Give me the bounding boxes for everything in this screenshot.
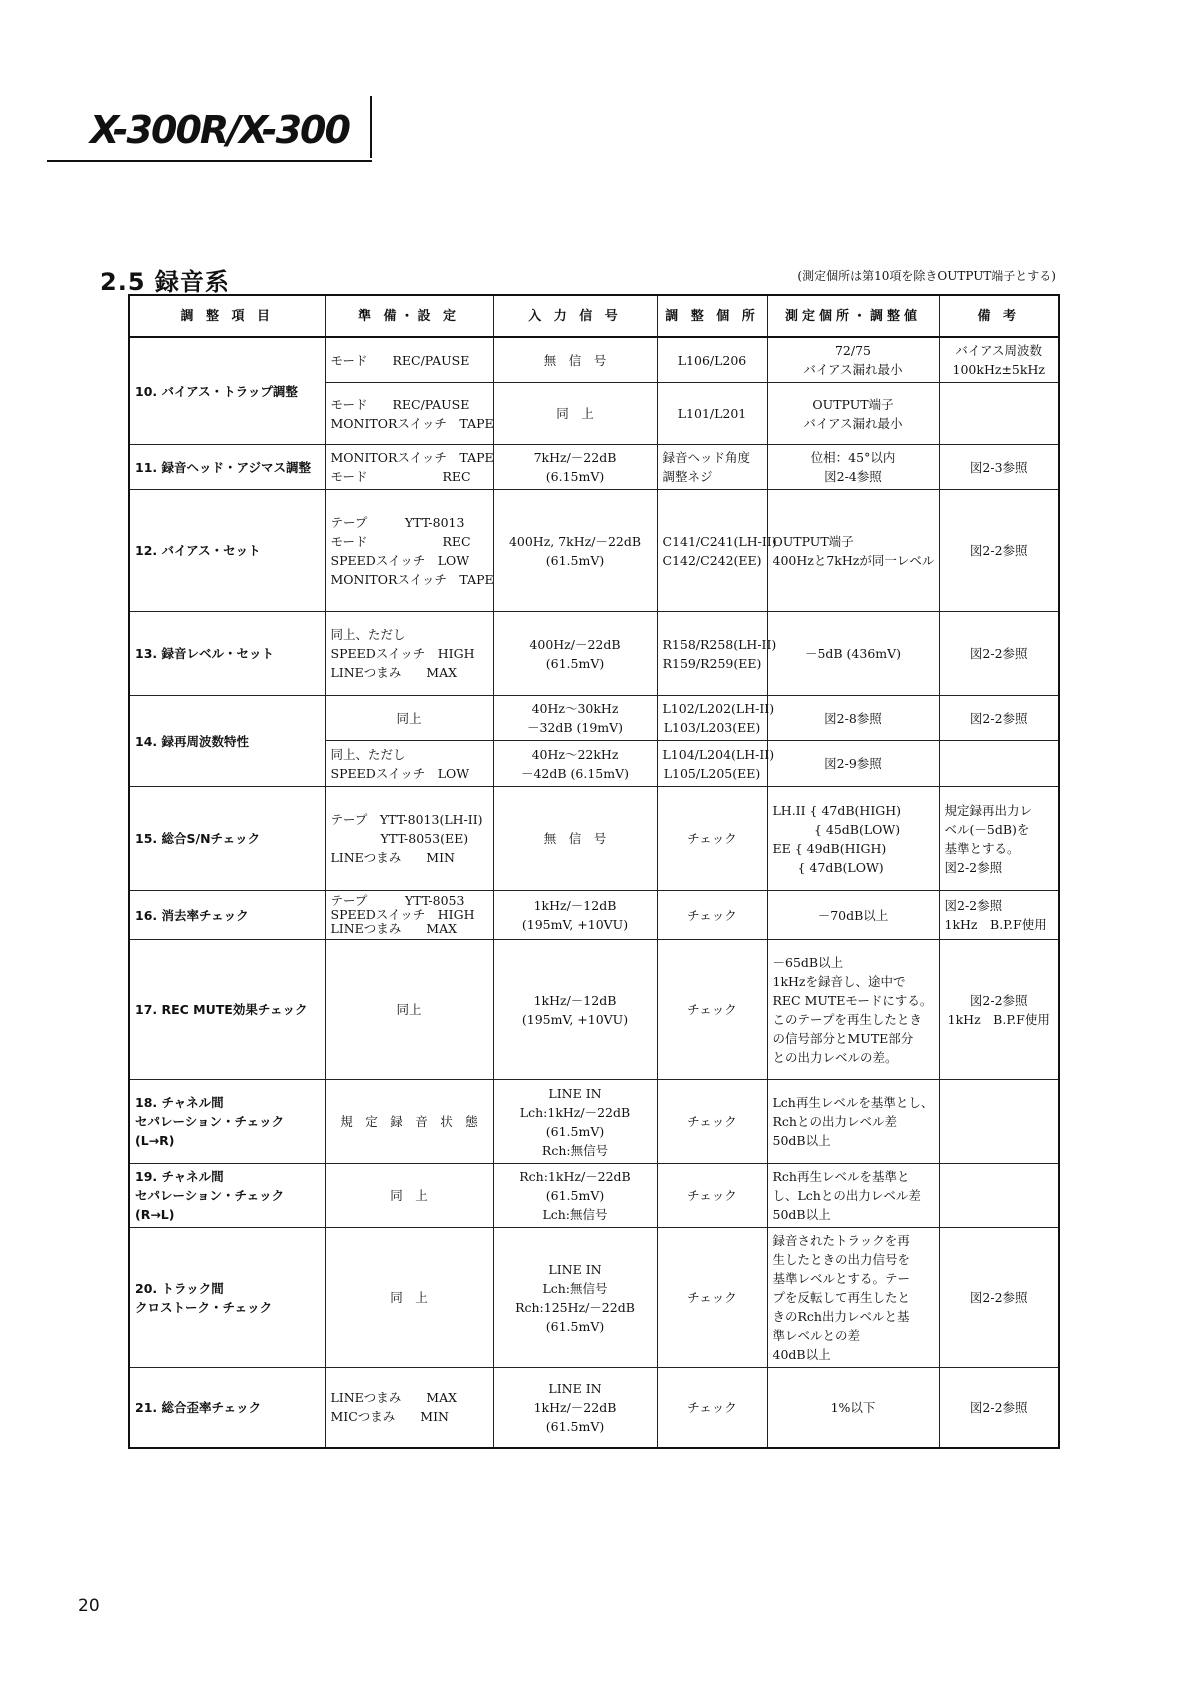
note-cell: 図2-2参照 1kHz B.P.F使用	[939, 891, 1059, 940]
input-cell: 7kHz/－22dB (6.15mV)	[493, 445, 657, 490]
adjust-cell: 録音ヘッド角度 調整ネジ	[657, 445, 767, 490]
measure-cell: －70dB以上	[767, 891, 939, 940]
item-cell: 10. バイアス・トラップ調整	[129, 337, 325, 445]
prep-cell: 同上、ただし SPEEDスイッチ LOW	[325, 741, 493, 787]
item-cell: 14. 録再周波数特性	[129, 696, 325, 787]
measure-cell: LH.II { 47dB(HIGH) { 45dB(LOW) EE { 49dB(HIGH) { 47dB(LOW)	[767, 787, 939, 891]
note-cell	[939, 741, 1059, 787]
measure-cell: 図2-9参照	[767, 741, 939, 787]
measure-cell: Rch再生レベルを基準と し、Lchとの出力レベル差 50dB以上	[767, 1164, 939, 1228]
adjust-cell: チェック	[657, 891, 767, 940]
item-cell: 17. REC MUTE効果チェック	[129, 940, 325, 1080]
measure-cell: 72/75 バイアス漏れ最小	[767, 337, 939, 383]
prep-cell: 同上	[325, 696, 493, 741]
measure-cell: Lch再生レベルを基準とし、 Rchとの出力レベル差 50dB以上	[767, 1080, 939, 1164]
adjust-cell: チェック	[657, 787, 767, 891]
prep-cell: 同上	[325, 940, 493, 1080]
item-cell: 16. 消去率チェック	[129, 891, 325, 940]
note-cell	[939, 1080, 1059, 1164]
title-rule-horizontal	[47, 160, 372, 162]
input-cell: 400Hz/－22dB (61.5mV)	[493, 612, 657, 696]
measure-cell: －65dB以上 1kHzを録音し、途中で REC MUTEモードにする。 このテープを再生したとき の信号部分とMUTE部分 との出力レベルの差。	[767, 940, 939, 1080]
item-cell: 13. 録音レベル・セット	[129, 612, 325, 696]
input-cell: LINE IN Lch:無信号 Rch:125Hz/－22dB (61.5mV)	[493, 1228, 657, 1368]
item-cell: 12. バイアス・セット	[129, 490, 325, 612]
input-cell: 1kHz/－12dB (195mV, +10VU)	[493, 891, 657, 940]
adjust-cell: L104/L204(LH-II) L105/L205(EE)	[657, 741, 767, 787]
table-row	[129, 1368, 1059, 1448]
adjust-cell: チェック	[657, 1368, 767, 1448]
input-cell: LINE IN Lch:1kHz/－22dB (61.5mV) Rch:無信号	[493, 1080, 657, 1164]
prep-cell: モード REC/PAUSE MONITORスイッチ TAPE	[325, 383, 493, 445]
table-row	[129, 1080, 1059, 1164]
note-cell: 図2-2参照	[939, 696, 1059, 741]
measure-cell: 図2-8参照	[767, 696, 939, 741]
note-cell: 図2-2参照	[939, 1368, 1059, 1448]
table-row	[129, 696, 1059, 741]
input-cell: 400Hz, 7kHz/－22dB (61.5mV)	[493, 490, 657, 612]
input-cell: 1kHz/－12dB (195mV, +10VU)	[493, 940, 657, 1080]
input-cell: 同 上	[493, 383, 657, 445]
column-header: 備 考	[939, 295, 1059, 337]
note-cell	[939, 383, 1059, 445]
note-cell: バイアス周波数 100kHz±5kHz	[939, 337, 1059, 383]
adjustment-table	[128, 294, 1060, 1449]
prep-cell: テープ YTT-8013 モード REC SPEEDスイッチ LOW MONITORスイッチ TAPE	[325, 490, 493, 612]
prep-cell: モード REC/PAUSE	[325, 337, 493, 383]
adjust-cell: チェック	[657, 1164, 767, 1228]
input-cell: LINE IN 1kHz/－22dB (61.5mV)	[493, 1368, 657, 1448]
table-row	[129, 612, 1059, 696]
section-note: (測定個所は第10項を除きOUTPUT端子とする)	[797, 269, 1056, 283]
adjust-cell: チェック	[657, 1228, 767, 1368]
adjust-cell: L101/L201	[657, 383, 767, 445]
table-row	[129, 787, 1059, 891]
note-cell: 図2-2参照	[939, 490, 1059, 612]
model-title: X-300R/X-300	[90, 108, 349, 152]
input-cell: 40Hz～22kHz －42dB (6.15mV)	[493, 741, 657, 787]
note-cell: 図2-2参照	[939, 1228, 1059, 1368]
measure-cell: 位相：45°以内 図2-4参照	[767, 445, 939, 490]
column-header: 準 備・設 定	[325, 295, 493, 337]
table-row	[129, 1228, 1059, 1368]
item-cell: 11. 録音ヘッド・アジマス調整	[129, 445, 325, 490]
adjust-cell: チェック	[657, 1080, 767, 1164]
prep-cell: 規 定 録 音 状 態	[325, 1080, 493, 1164]
item-cell: 18. チャネル間 セパレーション・チェック (L→R)	[129, 1080, 325, 1164]
table-row	[129, 1164, 1059, 1228]
column-header: 調 整 個 所	[657, 295, 767, 337]
adjust-cell: L106/L206	[657, 337, 767, 383]
table-row	[129, 891, 1059, 940]
prep-cell: LINEつまみ MAX MICつまみ MIN	[325, 1368, 493, 1448]
input-cell: 40Hz～30kHz －32dB (19mV)	[493, 696, 657, 741]
note-cell: 図2-2参照 1kHz B.P.F使用	[939, 940, 1059, 1080]
measure-cell: OUTPUT端子 400Hzと7kHzが同一レベル	[767, 490, 939, 612]
note-cell: 図2-3参照	[939, 445, 1059, 490]
item-cell: 21. 総合歪率チェック	[129, 1368, 325, 1448]
prep-cell: 同 上	[325, 1164, 493, 1228]
page-number: 20	[78, 1596, 100, 1616]
table-row	[129, 490, 1059, 612]
column-header: 調 整 項 目	[129, 295, 325, 337]
item-cell: 20. トラック間 クロストーク・チェック	[129, 1228, 325, 1368]
measure-cell: 録音されたトラックを再 生したときの出力信号を 基準レベルとする。テー プを反転して再生したと きのRch出力レベルと基 準レベルとの差 40dB以上	[767, 1228, 939, 1368]
note-cell: 図2-2参照	[939, 612, 1059, 696]
section-title: 2.5 録音系	[100, 268, 230, 296]
table-row	[129, 337, 1059, 383]
adjust-cell: R158/R258(LH-II) R159/R259(EE)	[657, 612, 767, 696]
prep-cell: テープ YTT-8053 SPEEDスイッチ HIGH LINEつまみ MAX	[325, 891, 493, 940]
measure-cell: OUTPUT端子 バイアス漏れ最小	[767, 383, 939, 445]
note-cell	[939, 1164, 1059, 1228]
table-header-row	[129, 295, 1059, 337]
input-cell: 無 信 号	[493, 337, 657, 383]
measure-cell: 1%以下	[767, 1368, 939, 1448]
prep-cell: 同 上	[325, 1228, 493, 1368]
item-cell: 15. 総合S/Nチェック	[129, 787, 325, 891]
prep-cell: MONITORスイッチ TAPE モード REC	[325, 445, 493, 490]
title-rule-vertical	[370, 96, 372, 158]
item-cell: 19. チャネル間 セパレーション・チェック (R→L)	[129, 1164, 325, 1228]
table-row	[129, 445, 1059, 490]
adjust-cell: L102/L202(LH-II) L103/L203(EE)	[657, 696, 767, 741]
column-header: 入 力 信 号	[493, 295, 657, 337]
adjust-cell: C141/C241(LH-II) C142/C242(EE)	[657, 490, 767, 612]
input-cell: 無 信 号	[493, 787, 657, 891]
column-header: 測定個所・調整値	[767, 295, 939, 337]
input-cell: Rch:1kHz/－22dB (61.5mV) Lch:無信号	[493, 1164, 657, 1228]
table-row	[129, 940, 1059, 1080]
prep-cell: 同上、ただし SPEEDスイッチ HIGH LINEつまみ MAX	[325, 612, 493, 696]
measure-cell: －5dB (436mV)	[767, 612, 939, 696]
adjust-cell: チェック	[657, 940, 767, 1080]
prep-cell: テープ YTT-8013(LH-II) YTT-8053(EE) LINEつまみ MIN	[325, 787, 493, 891]
note-cell: 規定録再出力レ ベル(－5dB)を 基準とする。 図2-2参照	[939, 787, 1059, 891]
